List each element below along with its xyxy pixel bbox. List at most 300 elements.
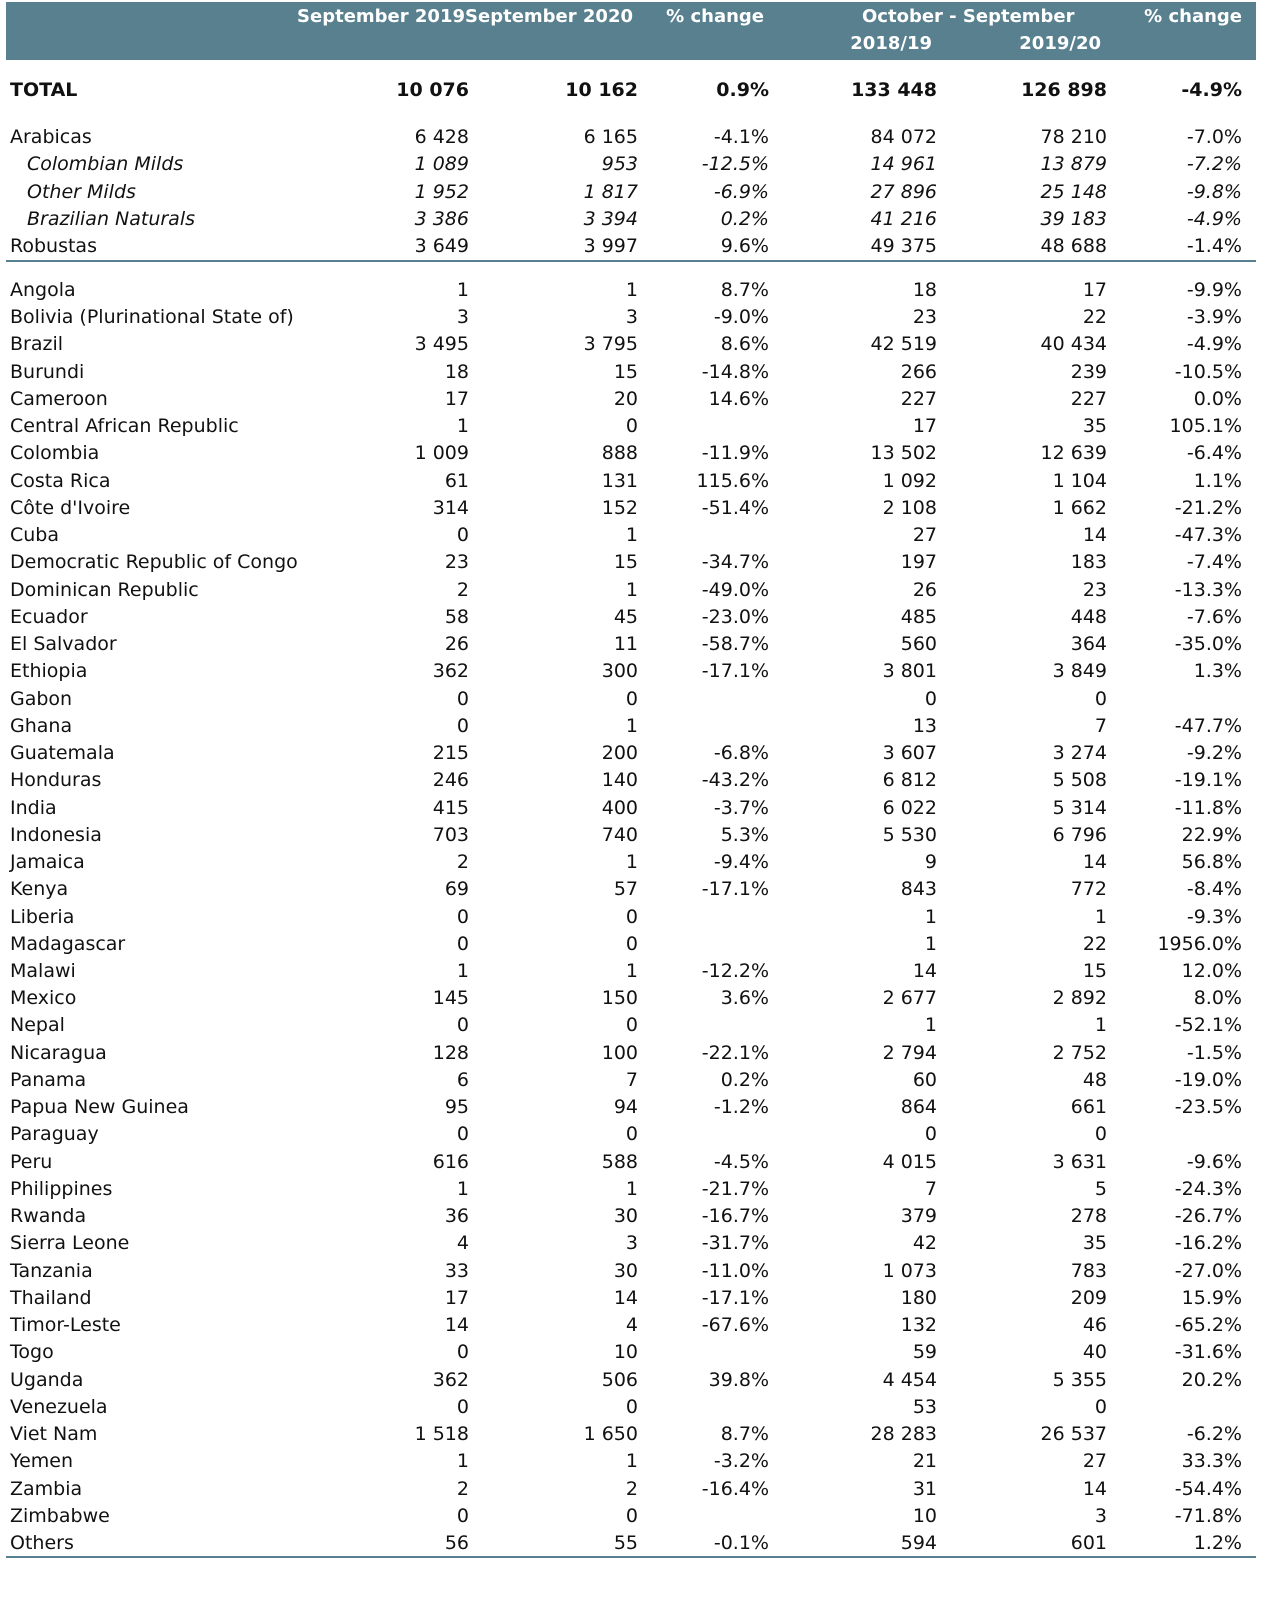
row-value: 14 <box>1082 1477 1107 1500</box>
row-value: -11.8% <box>1174 796 1242 819</box>
row-value: -6.4% <box>1186 442 1242 465</box>
table-row <box>0 631 1262 658</box>
row-value: -6.2% <box>1186 1423 1242 1446</box>
row-value: 1 650 <box>583 1423 638 1446</box>
row-value: 616 <box>432 1150 469 1173</box>
row-value: -31.7% <box>701 1232 769 1255</box>
row-value: 2 794 <box>882 1041 937 1064</box>
row-value: 1 073 <box>882 1259 937 1282</box>
row-value: 0 <box>456 714 469 737</box>
table-row <box>0 1040 1262 1067</box>
row-value: 7 <box>1094 714 1107 737</box>
table-row <box>0 958 1262 985</box>
row-value: 3 274 <box>1052 742 1107 765</box>
row-value: 27 <box>1082 1450 1107 1473</box>
table-row <box>0 277 1262 304</box>
row-value: 3 631 <box>1052 1150 1107 1173</box>
row-value: 128 <box>432 1041 469 1064</box>
row-value: 26 537 <box>1040 1423 1107 1446</box>
row-value: 1 089 <box>414 153 469 176</box>
row-label: Uganda <box>10 1368 84 1391</box>
row-value: 601 <box>1070 1532 1107 1554</box>
row-value: 46 <box>1082 1314 1107 1337</box>
header-pct-change-year: % change <box>1144 6 1242 27</box>
row-value: -12.2% <box>701 959 769 982</box>
row-value: 7 <box>924 1177 937 1200</box>
row-value: 13 <box>912 714 937 737</box>
row-value: -4.9% <box>1186 333 1242 356</box>
row-label: Madagascar <box>10 932 126 955</box>
row-value: 3 <box>625 306 638 329</box>
row-value: -27.0% <box>1174 1259 1242 1282</box>
row-value: 1 <box>625 714 638 737</box>
row-value: 14 <box>444 1314 469 1337</box>
row-label: Central African Republic <box>10 415 239 438</box>
row-value: 36 <box>444 1205 469 1228</box>
table-row <box>0 331 1262 358</box>
row-label: Costa Rica <box>10 469 111 492</box>
row-value: 30 <box>613 1205 638 1228</box>
table-row <box>0 1094 1262 1121</box>
table-row <box>0 686 1262 713</box>
table-row <box>0 740 1262 767</box>
row-value: 0 <box>625 1123 638 1146</box>
row-value: 9 <box>924 851 937 874</box>
row-value: 5 355 <box>1052 1368 1107 1391</box>
row-label: Rwanda <box>10 1205 87 1228</box>
row-value: 8.7% <box>720 1423 769 1446</box>
row-value: 1 <box>924 932 937 955</box>
row-value: -52.1% <box>1174 1014 1242 1037</box>
row-value: 183 <box>1070 551 1107 574</box>
table-row <box>0 1476 1262 1503</box>
row-label: Paraguay <box>10 1123 99 1146</box>
row-value: -51.4% <box>701 496 769 519</box>
row-value: 21 <box>912 1450 937 1473</box>
row-value: 0 <box>456 1123 469 1146</box>
row-label: India <box>10 796 57 819</box>
row-value: 0 <box>924 1123 937 1146</box>
row-value: 1 <box>1094 905 1107 928</box>
header-september-2019: September 2019 <box>297 6 465 27</box>
row-value: 1 <box>1094 1014 1107 1037</box>
row-value: 1 662 <box>1052 496 1107 519</box>
row-value: 6 022 <box>882 796 937 819</box>
row-value: 49 375 <box>870 235 937 258</box>
table-row <box>0 304 1262 331</box>
row-value: -4.9% <box>1181 79 1242 101</box>
row-label: Guatemala <box>10 742 115 765</box>
row-value: 4 <box>625 1314 638 1337</box>
row-value: 33 <box>444 1259 469 1282</box>
row-value: 0 <box>1094 687 1107 710</box>
table-header <box>6 2 1256 60</box>
row-value: 131 <box>601 469 638 492</box>
row-value: 0 <box>456 1504 469 1527</box>
row-value: -54.4% <box>1174 1477 1242 1500</box>
row-value: 17 <box>1082 279 1107 301</box>
row-value: 15 <box>613 551 638 574</box>
row-value: 40 <box>1082 1341 1107 1364</box>
table-row <box>0 604 1262 631</box>
row-value: 39.8% <box>708 1368 769 1391</box>
row-value: 3 649 <box>414 235 469 258</box>
row-value: 10 <box>912 1504 937 1527</box>
section-divider <box>6 260 1256 262</box>
row-value: 1.3% <box>1193 660 1242 683</box>
table-row <box>0 1230 1262 1257</box>
row-value: 45 <box>613 605 638 628</box>
row-value: 20 <box>613 387 638 410</box>
row-value: -13.3% <box>1174 578 1242 601</box>
row-label: Zimbabwe <box>10 1504 110 1527</box>
row-value: -58.7% <box>701 633 769 656</box>
row-value: 3 849 <box>1052 660 1107 683</box>
row-value: -9.2% <box>1186 742 1242 765</box>
table-row <box>0 1203 1262 1230</box>
row-value: 1 <box>625 524 638 547</box>
row-value: 31 <box>912 1477 937 1500</box>
row-value: 12.0% <box>1181 959 1242 982</box>
row-value: 2 752 <box>1052 1041 1107 1064</box>
row-value: 56 <box>444 1532 469 1554</box>
row-value: 661 <box>1070 1096 1107 1119</box>
row-value: 20.2% <box>1181 1368 1242 1391</box>
table-row <box>0 1285 1262 1312</box>
table-row <box>0 413 1262 440</box>
row-value: -31.6% <box>1174 1341 1242 1364</box>
row-value: 6 812 <box>882 769 937 792</box>
row-value: 2 108 <box>882 496 937 519</box>
row-value: 39 183 <box>1040 207 1107 230</box>
row-label: Zambia <box>10 1477 83 1500</box>
group-row <box>0 233 1262 260</box>
row-value: -6.8% <box>713 742 769 765</box>
row-value: 1 <box>625 279 638 301</box>
table-row <box>0 495 1262 522</box>
row-value: 1 <box>456 415 469 438</box>
row-value: 11 <box>613 633 638 656</box>
row-value: 14 961 <box>870 153 937 176</box>
row-value: -26.7% <box>1174 1205 1242 1228</box>
row-value: 1 <box>625 851 638 874</box>
table-row <box>0 522 1262 549</box>
row-value: 8.7% <box>720 279 769 301</box>
row-value: 35 <box>1082 1232 1107 1255</box>
row-value: 0 <box>1094 1395 1107 1418</box>
row-value: 41 216 <box>870 207 937 230</box>
table-row <box>0 876 1262 903</box>
table-row <box>0 713 1262 740</box>
row-value: 3.6% <box>720 987 769 1010</box>
row-value: 61 <box>444 469 469 492</box>
row-value: 3 795 <box>583 333 638 356</box>
row-value: 3 <box>456 306 469 329</box>
row-value: 772 <box>1070 878 1107 901</box>
row-value: -19.1% <box>1174 769 1242 792</box>
header-september-2020: September 2020 <box>465 6 633 27</box>
row-value: 42 <box>912 1232 937 1255</box>
row-value: 17 <box>912 415 937 438</box>
row-value: 239 <box>1070 360 1107 383</box>
row-value: 115.6% <box>696 469 769 492</box>
table-row <box>0 1312 1262 1339</box>
row-value: 506 <box>601 1368 638 1391</box>
row-value: 0 <box>456 687 469 710</box>
row-label: Ghana <box>10 714 73 737</box>
table-row <box>0 359 1262 386</box>
row-value: 1 817 <box>583 180 638 203</box>
table-row <box>0 1503 1262 1530</box>
row-value: 560 <box>900 633 937 656</box>
row-value: 197 <box>900 551 937 574</box>
row-value: 1 <box>625 1450 638 1473</box>
row-value: -4.1% <box>713 126 769 148</box>
row-label: Dominican Republic <box>10 578 199 601</box>
row-value: 843 <box>900 878 937 901</box>
row-value: 1 <box>924 905 937 928</box>
row-value: -12.5% <box>701 153 769 176</box>
table-row <box>0 849 1262 876</box>
row-value: -3.9% <box>1186 306 1242 329</box>
table-row <box>0 1394 1262 1421</box>
row-value: 133 448 <box>851 79 937 101</box>
row-value: 4 015 <box>882 1150 937 1173</box>
row-value: 95 <box>444 1096 469 1119</box>
row-label: Burundi <box>10 360 85 383</box>
row-value: 5 508 <box>1052 769 1107 792</box>
row-value: 209 <box>1070 1286 1107 1309</box>
row-value: 55 <box>613 1532 638 1554</box>
row-value: 3 607 <box>882 742 937 765</box>
row-value: 60 <box>912 1068 937 1091</box>
row-value: 14 <box>613 1286 638 1309</box>
row-value: 4 <box>456 1232 469 1255</box>
row-label: Mexico <box>10 987 77 1010</box>
row-value: -4.9% <box>1186 207 1242 230</box>
row-value: 150 <box>601 987 638 1010</box>
row-value: -24.3% <box>1174 1177 1242 1200</box>
row-value: 8.6% <box>720 333 769 356</box>
row-label: Timor-Leste <box>10 1314 121 1337</box>
row-value: 2 <box>456 1477 469 1500</box>
row-value: -34.7% <box>701 551 769 574</box>
row-value: 3 <box>1094 1504 1107 1527</box>
row-value: -65.2% <box>1174 1314 1242 1337</box>
row-value: 59 <box>912 1341 937 1364</box>
row-value: -49.0% <box>701 578 769 601</box>
row-label: Other Milds <box>27 180 136 203</box>
row-value: 42 519 <box>870 333 937 356</box>
row-value: 26 <box>912 578 937 601</box>
row-value: 0 <box>456 1395 469 1418</box>
row-value: -9.4% <box>713 851 769 874</box>
row-value: 227 <box>900 387 937 410</box>
row-value: 1 104 <box>1052 469 1107 492</box>
row-value: 4 454 <box>882 1368 937 1391</box>
row-value: -19.0% <box>1174 1068 1242 1091</box>
row-label: Thailand <box>10 1286 92 1309</box>
row-value: 3 386 <box>414 207 469 230</box>
row-value: 69 <box>444 878 469 901</box>
row-value: -11.9% <box>701 442 769 465</box>
row-value: -9.3% <box>1186 905 1242 928</box>
row-value: 1 952 <box>414 180 469 203</box>
row-value: 0.0% <box>1193 387 1242 410</box>
row-value: 485 <box>900 605 937 628</box>
row-value: 0 <box>1094 1123 1107 1146</box>
row-label: Democratic Republic of Congo <box>10 551 298 574</box>
row-value: 9.6% <box>720 235 769 258</box>
row-value: 6 428 <box>414 126 469 148</box>
row-value: 1.2% <box>1193 1532 1242 1554</box>
row-label: Viet Nam <box>10 1423 98 1446</box>
row-value: 10 162 <box>565 79 638 101</box>
row-value: -1.4% <box>1186 235 1242 258</box>
row-value: -11.0% <box>701 1259 769 1282</box>
table-row <box>0 1176 1262 1203</box>
row-value: -23.0% <box>701 605 769 628</box>
row-label: Philippines <box>10 1177 113 1200</box>
row-label: Brazil <box>10 333 64 356</box>
row-label: Colombia <box>10 442 100 465</box>
table-row <box>0 822 1262 849</box>
row-value: -10.5% <box>1174 360 1242 383</box>
row-value: 5 314 <box>1052 796 1107 819</box>
row-label: Sierra Leone <box>10 1232 130 1255</box>
row-value: 5.3% <box>720 823 769 846</box>
row-label: Cameroon <box>10 387 108 410</box>
row-value: 15 <box>1082 959 1107 982</box>
row-value: 2 <box>456 851 469 874</box>
row-value: 379 <box>900 1205 937 1228</box>
row-value: 27 <box>912 524 937 547</box>
row-value: 18 <box>912 279 937 301</box>
row-value: 588 <box>601 1150 638 1173</box>
row-value: -47.3% <box>1174 524 1242 547</box>
row-value: 100 <box>601 1041 638 1064</box>
row-value: 57 <box>613 878 638 901</box>
row-value: 1 092 <box>882 469 937 492</box>
row-value: 14.6% <box>708 387 769 410</box>
table-row <box>0 1012 1262 1039</box>
row-value: -4.5% <box>713 1150 769 1173</box>
row-value: 362 <box>432 660 469 683</box>
row-value: 1 <box>456 1450 469 1473</box>
row-value: -7.2% <box>1186 153 1242 176</box>
row-value: -21.2% <box>1174 496 1242 519</box>
row-value: -67.6% <box>701 1314 769 1337</box>
row-value: 6 <box>456 1068 469 1091</box>
row-value: -43.2% <box>701 769 769 792</box>
row-value: 8.0% <box>1193 987 1242 1010</box>
row-value: 35 <box>1082 415 1107 438</box>
row-value: 0 <box>625 1395 638 1418</box>
row-value: 28 283 <box>870 1423 937 1446</box>
row-value: 84 072 <box>870 126 937 148</box>
row-value: 132 <box>900 1314 937 1337</box>
table-bottom-rule <box>6 1556 1256 1558</box>
table-row <box>0 1258 1262 1285</box>
row-value: 200 <box>601 742 638 765</box>
row-value: 105.1% <box>1169 415 1242 438</box>
table-row <box>0 1421 1262 1448</box>
row-value: 278 <box>1070 1205 1107 1228</box>
row-value: 25 148 <box>1040 180 1107 203</box>
table-row <box>0 658 1262 685</box>
row-value: 0 <box>625 905 638 928</box>
row-value: 48 688 <box>1040 235 1107 258</box>
row-value: 140 <box>601 769 638 792</box>
row-value: 594 <box>900 1532 937 1554</box>
row-value: 145 <box>432 987 469 1010</box>
row-value: 33.3% <box>1181 1450 1242 1473</box>
row-value: 1956.0% <box>1157 932 1242 955</box>
row-value: 180 <box>900 1286 937 1309</box>
row-value: 415 <box>432 796 469 819</box>
row-value: -71.8% <box>1174 1504 1242 1527</box>
total-row <box>0 77 1262 104</box>
row-value: 27 896 <box>870 180 937 203</box>
row-value: 23 <box>912 306 937 329</box>
row-value: 30 <box>613 1259 638 1282</box>
table-row <box>0 468 1262 495</box>
row-label: El Salvador <box>10 633 117 656</box>
row-value: 6 165 <box>583 126 638 148</box>
row-value: -3.7% <box>713 796 769 819</box>
row-label: Tanzania <box>10 1259 93 1282</box>
row-value: 3 801 <box>882 660 937 683</box>
row-label: Peru <box>10 1150 53 1173</box>
row-label: Papua New Guinea <box>10 1096 189 1119</box>
row-value: 888 <box>601 442 638 465</box>
row-value: 0.2% <box>720 1068 769 1091</box>
header-october-september: October - September <box>862 6 1075 27</box>
row-value: 14 <box>1082 524 1107 547</box>
row-value: 15.9% <box>1181 1286 1242 1309</box>
table-row <box>0 1448 1262 1475</box>
row-value: -1.2% <box>713 1096 769 1119</box>
row-value: 5 530 <box>882 823 937 846</box>
table-row <box>0 795 1262 822</box>
row-value: 266 <box>900 360 937 383</box>
row-value: -9.9% <box>1186 279 1242 301</box>
row-value: 94 <box>613 1096 638 1119</box>
row-value: 0 <box>625 932 638 955</box>
row-value: 3 <box>625 1232 638 1255</box>
table-row <box>0 904 1262 931</box>
row-value: 14 <box>912 959 937 982</box>
table-row <box>0 1367 1262 1394</box>
table-row <box>0 577 1262 604</box>
row-value: 126 898 <box>1021 79 1107 101</box>
row-value: 0 <box>625 415 638 438</box>
table-row <box>0 1530 1262 1557</box>
row-value: 3 495 <box>414 333 469 356</box>
row-value: 2 677 <box>882 987 937 1010</box>
row-value: 0 <box>456 1341 469 1364</box>
row-label: Honduras <box>10 769 102 792</box>
row-value: 215 <box>432 742 469 765</box>
row-value: 1 <box>924 1014 937 1037</box>
row-label: Cuba <box>10 524 60 547</box>
table-row <box>0 1149 1262 1176</box>
row-value: -1.5% <box>1186 1041 1242 1064</box>
row-value: -17.1% <box>701 1286 769 1309</box>
row-value: 3 997 <box>583 235 638 258</box>
row-value: 864 <box>900 1096 937 1119</box>
row-value: 362 <box>432 1368 469 1391</box>
